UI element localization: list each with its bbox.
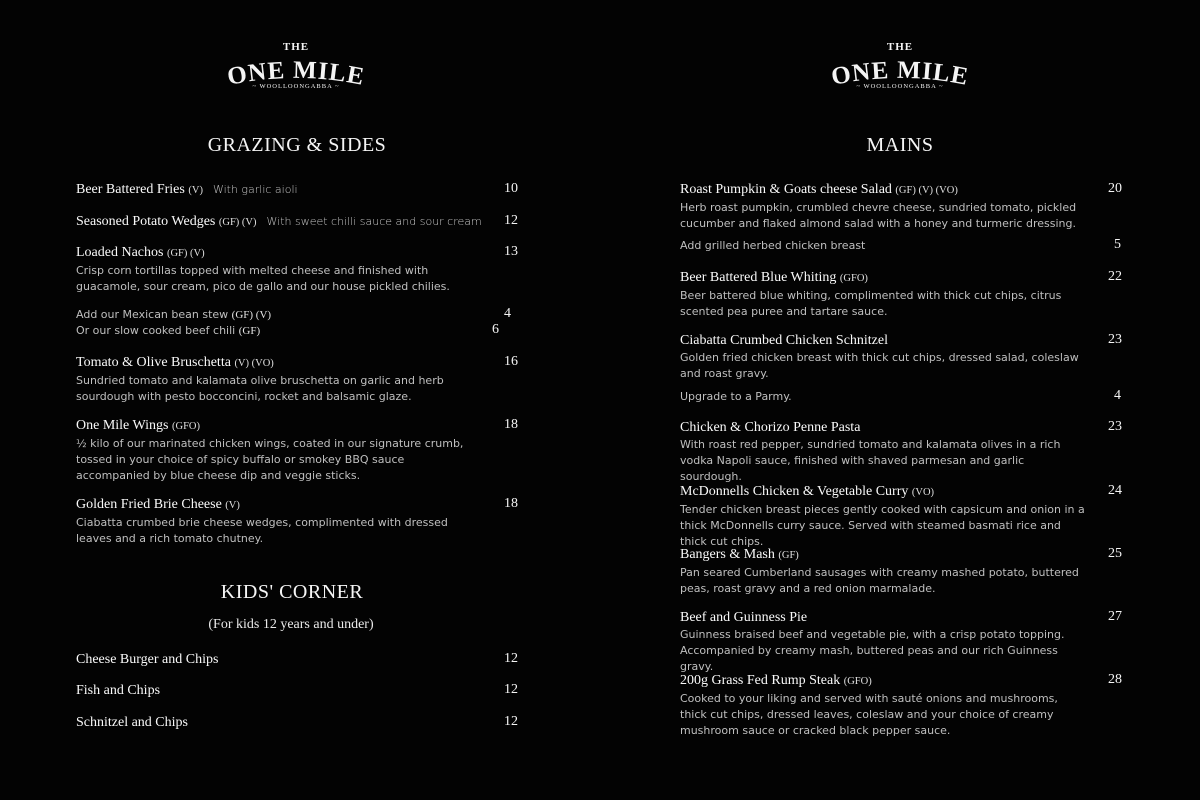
item-tags: (GFO) <box>839 273 868 284</box>
item-description: Sundried tomato and kalamata olive bruschetta on garlic and herb sourdough with pesto bocconcini, rocket and balsamic glaze. <box>76 374 444 403</box>
item-price: 27 <box>1108 609 1122 624</box>
item-tags: (GFO) <box>843 676 872 687</box>
menu-item <box>76 354 521 405</box>
menu-item <box>76 181 521 200</box>
item-price: 12 <box>504 651 518 666</box>
item-description: Ciabatta crumbed brie cheese wedges, complimented with dressed leaves and a rich tomato chutney. <box>76 516 448 545</box>
item-name: Tomato & Olive Bruschetta <box>76 355 231 370</box>
item-tags: (VO) <box>911 487 935 498</box>
item-price: 12 <box>504 714 518 729</box>
item-description: Crisp corn tortillas topped with melted cheese and finished with guacamole, sour cream, pico de gallo and our house pickled chilies. <box>76 264 450 293</box>
svg-text:ONE MILE: ONE MILE <box>225 56 367 86</box>
logo-wordmark <box>196 54 396 86</box>
item-description: With garlic aioli <box>212 183 298 196</box>
kids-title: KIDS' CORNER <box>220 581 364 603</box>
item-price: 12 <box>504 682 518 697</box>
svg-text:ONE MILE: ONE MILE <box>829 56 971 86</box>
one-mile-logo <box>196 40 396 90</box>
addon-line: Add grilled herbed chicken breast <box>680 239 866 252</box>
item-description: Beer battered blue whiting, complimented with thick cut chips, citrus scented pea puree and tartare sauce. <box>680 289 1062 318</box>
item-price: 18 <box>504 496 518 511</box>
addon-tags: (GF) <box>238 325 261 337</box>
menu-item <box>680 672 1124 739</box>
item-price: 10 <box>504 181 518 196</box>
addon-text: Add our Mexican bean stew <box>76 308 229 321</box>
menu-item <box>76 682 521 700</box>
item-name: Ciabatta Crumbed Chicken Schnitzel <box>680 333 889 348</box>
item-price: 22 <box>1108 269 1122 284</box>
item-name: Beer Battered Blue Whiting <box>680 270 837 285</box>
item-description: Guinness braised beef and vegetable pie, with a crisp potato topping. Accompanied by creamy mash, buttered peas and our rich Guinness gravy. <box>680 628 1065 673</box>
menu-item <box>680 483 1124 550</box>
item-name: Chicken & Chorizo Penne Pasta <box>680 420 861 435</box>
item-description: Tender chicken breast pieces gently cooked with capsicum and onion in a thick McDonnells curry sauce. Served with steamed basmati rice and thick cut chips. <box>680 503 1085 548</box>
item-name: McDonnells Chicken & Vegetable Curry <box>680 484 909 499</box>
menu-item <box>680 332 1124 382</box>
addon-tags: (GF) (V) <box>231 309 272 321</box>
item-description: Pan seared Cumberland sausages with creamy mashed potato, buttered peas, roast gravy and a red onion marmalade. <box>680 566 1079 595</box>
menu-item <box>76 244 521 295</box>
addon-line <box>76 307 271 323</box>
menu-item <box>680 609 1124 675</box>
item-description: ½ kilo of our marinated chicken wings, coated in our signature crumb, tossed in your choice of spicy buffalo or smokey BBQ sauce accompanied by blue cheese dip and veggie sticks. <box>76 437 464 482</box>
item-name: Beer Battered Fries <box>76 182 185 197</box>
addon-text: Or our slow cooked beef chili <box>76 324 236 337</box>
item-name: Golden Fried Brie Cheese <box>76 497 222 512</box>
addon-line <box>76 323 260 339</box>
item-tags: (V) <box>225 500 240 511</box>
menu-item <box>76 651 521 669</box>
item-description: Herb roast pumpkin, crumbled chevre cheese, sundried tomato, pickled cucumber and flaked almond salad with a honey and turmeric dressing. <box>680 201 1077 230</box>
logo-location: ~ WOOLLOONGABBA ~ <box>252 83 340 90</box>
addon-price: 4 <box>504 306 511 321</box>
menu-item <box>76 496 521 547</box>
addon-price: 6 <box>492 322 499 337</box>
item-price: 18 <box>504 417 518 432</box>
grazing-title: GRAZING & SIDES <box>207 134 387 156</box>
menu-item <box>680 269 1124 320</box>
item-name: Seasoned Potato Wedges <box>76 214 216 229</box>
item-tags: (V) (VO) <box>234 358 274 369</box>
item-name: Cheese Burger and Chips <box>76 652 219 667</box>
right-menu-page <box>604 0 1200 800</box>
mains-title: MAINS <box>866 134 934 156</box>
item-price: 20 <box>1108 181 1122 196</box>
item-name: Fish and Chips <box>76 683 161 698</box>
item-price: 23 <box>1108 419 1122 434</box>
item-tags: (GF) (V) <box>166 248 205 259</box>
item-tags: (V) <box>188 185 203 196</box>
item-tags: (GF) (V) (VO) <box>895 185 958 196</box>
item-description: Golden fried chicken breast with thick cut chips, dressed salad, coleslaw and roast gravy. <box>680 351 1079 380</box>
item-price: 16 <box>504 354 518 369</box>
menu-item <box>680 546 1124 597</box>
menu-item <box>680 181 1124 232</box>
item-name: One Mile Wings <box>76 418 169 433</box>
item-name: Loaded Nachos <box>76 245 164 260</box>
menu-item <box>680 419 1124 485</box>
item-name: Bangers & Mash <box>680 547 775 562</box>
addon-price: 4 <box>1114 388 1121 403</box>
item-price: 23 <box>1108 332 1122 347</box>
logo-location: ~ WOOLLOONGABBA ~ <box>856 83 944 90</box>
item-description: Cooked to your liking and served with sauté onions and mushrooms, thick cut chips, dressed leaves, coleslaw and your choice of creamy mushroom sauce or cracked black pepper sauce. <box>680 692 1058 737</box>
logo-the: THE <box>282 41 310 53</box>
item-tags: (GF) (V) <box>218 217 257 228</box>
item-description: With roast red pepper, sundried tomato and kalamata olives in a rich vodka Napoli sauce, finished with shaved parmesan and garlic sourdough. <box>680 438 1061 483</box>
logo-the: THE <box>886 41 914 53</box>
item-name: Beef and Guinness Pie <box>680 610 808 625</box>
item-tags: (GFO) <box>172 421 201 432</box>
kids-age-note: (For kids 12 years and under) <box>208 617 374 632</box>
item-price: 28 <box>1108 672 1122 687</box>
addon-price: 5 <box>1114 237 1121 252</box>
item-description: With sweet chilli sauce and sour cream <box>266 215 482 228</box>
item-price: 24 <box>1108 483 1122 498</box>
item-price: 12 <box>504 213 518 228</box>
one-mile-logo <box>800 40 1000 90</box>
item-price: 13 <box>504 244 518 259</box>
item-tags: (GF) <box>778 550 799 561</box>
menu-item <box>76 417 521 484</box>
addon-line: Upgrade to a Parmy. <box>680 390 792 403</box>
menu-item <box>76 714 521 732</box>
item-name: Roast Pumpkin & Goats cheese Salad <box>680 182 892 197</box>
item-price: 25 <box>1108 546 1122 561</box>
item-name: Schnitzel and Chips <box>76 715 188 730</box>
logo-wordmark <box>800 54 1000 86</box>
menu-item <box>76 213 521 232</box>
item-name: 200g Grass Fed Rump Steak <box>680 673 841 688</box>
